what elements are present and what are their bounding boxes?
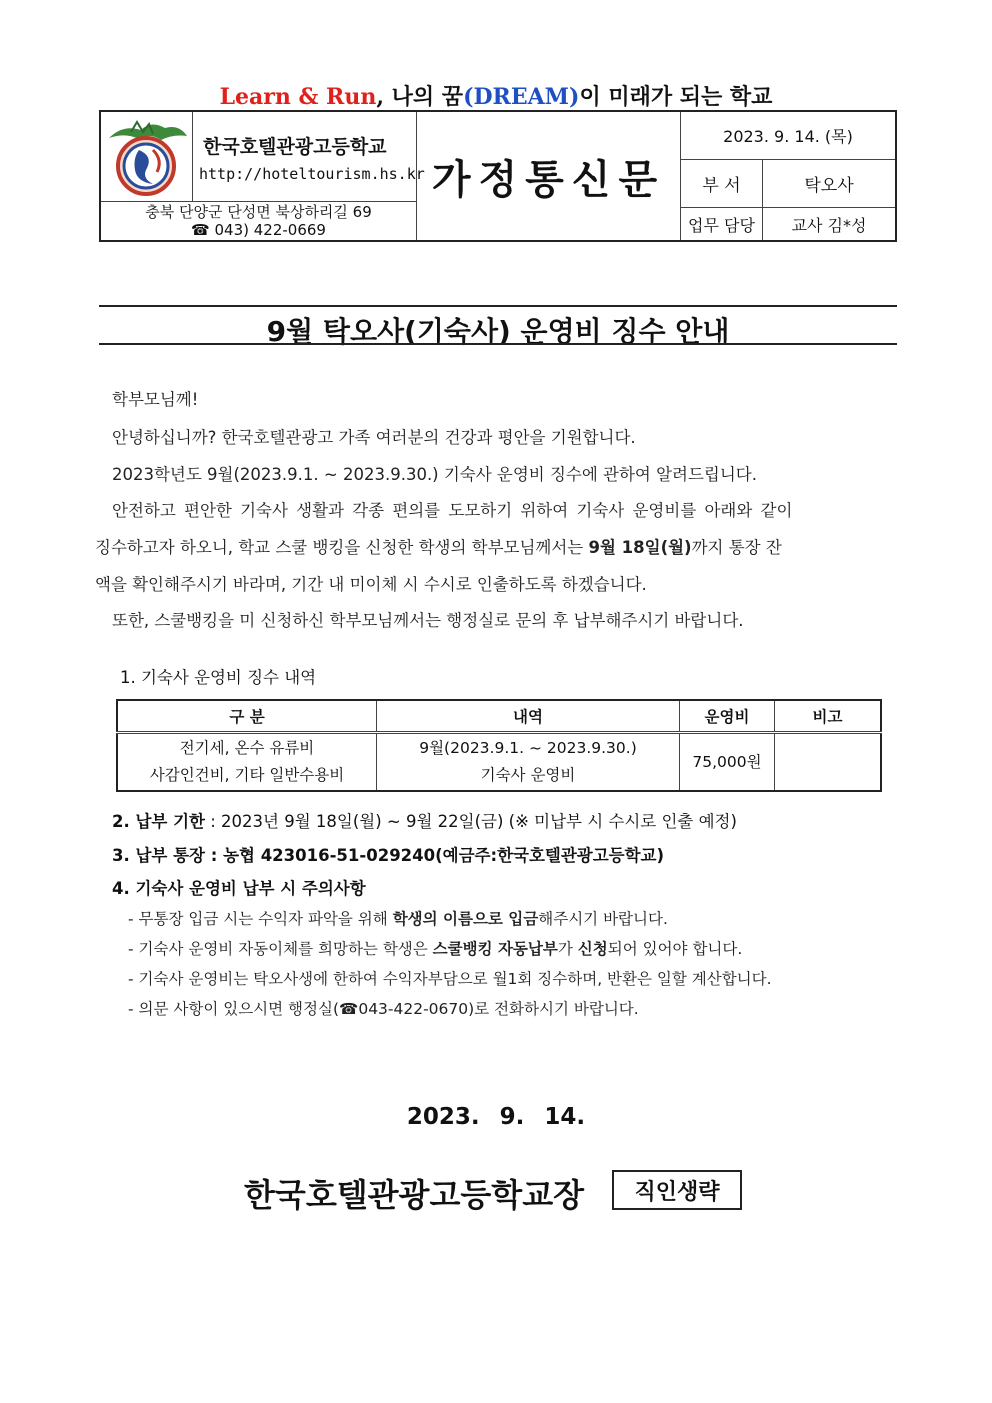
slogan-dream: (DREAM) [463, 84, 580, 110]
bullet-2-text-a: - 기숙사 운영비 자동이체를 희망하는 학생은 [128, 940, 433, 958]
bullet-2-highlight-2: 신청 [577, 940, 608, 958]
section-3-account: 3. 납부 통장 : 농협 423016-51-029240(예금주:한국호텔관광고등학교) [112, 846, 665, 865]
school-website-link[interactable]: http://hoteltourism.hs.kr [199, 165, 425, 183]
table-row [117, 733, 881, 792]
school-name: 한국호텔관광고등학교 [203, 136, 387, 158]
school-logo-cell [101, 112, 193, 202]
note-cell [775, 733, 882, 792]
slogan-learn-run: Learn & Run [219, 84, 377, 110]
school-info-cell [193, 112, 425, 202]
slogan-my-dream: , 나의 꿈 [376, 84, 464, 110]
section-2-deadline [112, 808, 737, 832]
fee-amount: 75,000원 [680, 733, 775, 792]
title-bottom-rule [99, 343, 897, 345]
paragraph-2: 2023학년도 9월(2023.9.1. ~ 2023.9.30.) 기숙사 운영비 징수에 관하여 알려드립니다. [112, 465, 757, 484]
seal-omitted-stamp: 직인생략 [612, 1170, 742, 1210]
paragraph-3-text-b: 까지 통장 잔 [691, 538, 782, 557]
issue-date: 2023. 9. 14. (목) [681, 112, 895, 160]
school-address: 충북 단양군 단성면 북상하리길 69 [145, 203, 372, 221]
title-top-rule [99, 305, 897, 307]
category-line-1: 전기세, 온수 유류비 [179, 739, 315, 757]
fee-table-header-row [117, 700, 881, 733]
col-detail: 내역 [377, 700, 680, 733]
paragraph-4: 또한, 스쿨뱅킹을 미 신청하신 학부모님께서는 행정실로 문의 후 납부해주시기 바랍니다. [112, 611, 744, 630]
bullet-1-text-a: - 무통장 입금 시는 수익자 파악을 위해 [128, 910, 393, 928]
department-label: 부 서 [681, 160, 763, 208]
paragraph-1: 안녕하십니까? 한국호텔관광고 가족 여러분의 건강과 평안을 기원합니다. [112, 428, 636, 447]
paragraph-3-text-a: 징수하고자 하오니, 학교 스쿨 뱅킹을 신청한 학생의 학부모님께서는 [95, 538, 589, 557]
school-contact-cell [101, 202, 417, 240]
bullet-1-text-b: 해주시기 바랍니다. [538, 910, 668, 928]
notice-bullet-3: - 기숙사 운영비는 탁오사생에 한하여 수익자부담으로 월1회 징수하며, 반환은 일할 계산합니다. [128, 970, 772, 988]
category-cell [117, 733, 377, 792]
detail-line-1: 9월(2023.9.1. ~ 2023.9.30.) [419, 739, 637, 757]
footer-date: 2023. 9. 14. [406, 1104, 586, 1130]
col-category: 구 분 [117, 700, 377, 733]
manager-value: 교사 김*성 [791, 215, 867, 235]
category-line-2: 사감인건비, 기타 일반수용비 [149, 766, 345, 784]
paragraph-3-line-1: 안전하고 편안한 기숙사 생활과 각종 편의를 도모하기 위하여 기숙사 운영비를 아래와 같이 [112, 501, 793, 520]
col-fee: 운영비 [680, 700, 775, 733]
department-value: 탁오사 [763, 160, 895, 208]
principal-signature: 한국호텔관광고등학교장 [244, 1176, 585, 1214]
bullet-2-text-mid: 가 [557, 940, 578, 958]
notice-bullet-4: - 의문 사항이 있으시면 행정실(☎043-422-0670)로 전화하시기 바랍니다. [128, 1000, 639, 1018]
section-2-label: 2. 납부 기한 [112, 812, 205, 831]
letter-header-table [99, 110, 897, 242]
col-note: 비고 [775, 700, 882, 733]
slogan-future: 이 미래가 되는 학교 [579, 84, 773, 110]
section-1-heading: 1. 기숙사 운영비 징수 내역 [120, 668, 317, 687]
bullet-2-highlight-1: 스쿨뱅킹 자동납부 [432, 940, 558, 958]
greeting: 학부모님께! [112, 390, 199, 409]
detail-line-2: 기숙사 운영비 [480, 766, 576, 784]
school-emblem-icon [101, 112, 191, 200]
detail-cell [377, 733, 680, 792]
document-type-title: 가정통신문 [417, 112, 681, 240]
notice-bullet-1 [128, 907, 668, 929]
bullet-2-text-b: 되어 있어야 합니다. [607, 940, 743, 958]
school-slogan [0, 80, 992, 111]
paragraph-3-line-2 [95, 534, 782, 558]
manager-label: 업무 담당 [681, 208, 763, 240]
notice-title: 9월 탁오사(기숙사) 운영비 징수 안내 [266, 315, 730, 348]
section-4-heading: 4. 기숙사 운영비 납부 시 주의사항 [112, 879, 366, 898]
notice-bullet-2 [128, 937, 742, 959]
bullet-1-highlight: 학생의 이름으로 입금 [392, 910, 539, 928]
paragraph-3-line-3: 액을 확인해주시기 바라며, 기간 내 미이체 시 수시로 인출하도록 하겠습니다. [95, 575, 647, 594]
section-2-text: : 2023년 9월 18일(월) ~ 9월 22일(금) (※ 미납부 시 수시로 인출 예정) [205, 812, 737, 831]
deadline-highlight: 9월 18일(월) [588, 538, 692, 557]
fee-table [116, 699, 882, 792]
school-phone: ☎ 043) 422-0669 [191, 221, 326, 239]
